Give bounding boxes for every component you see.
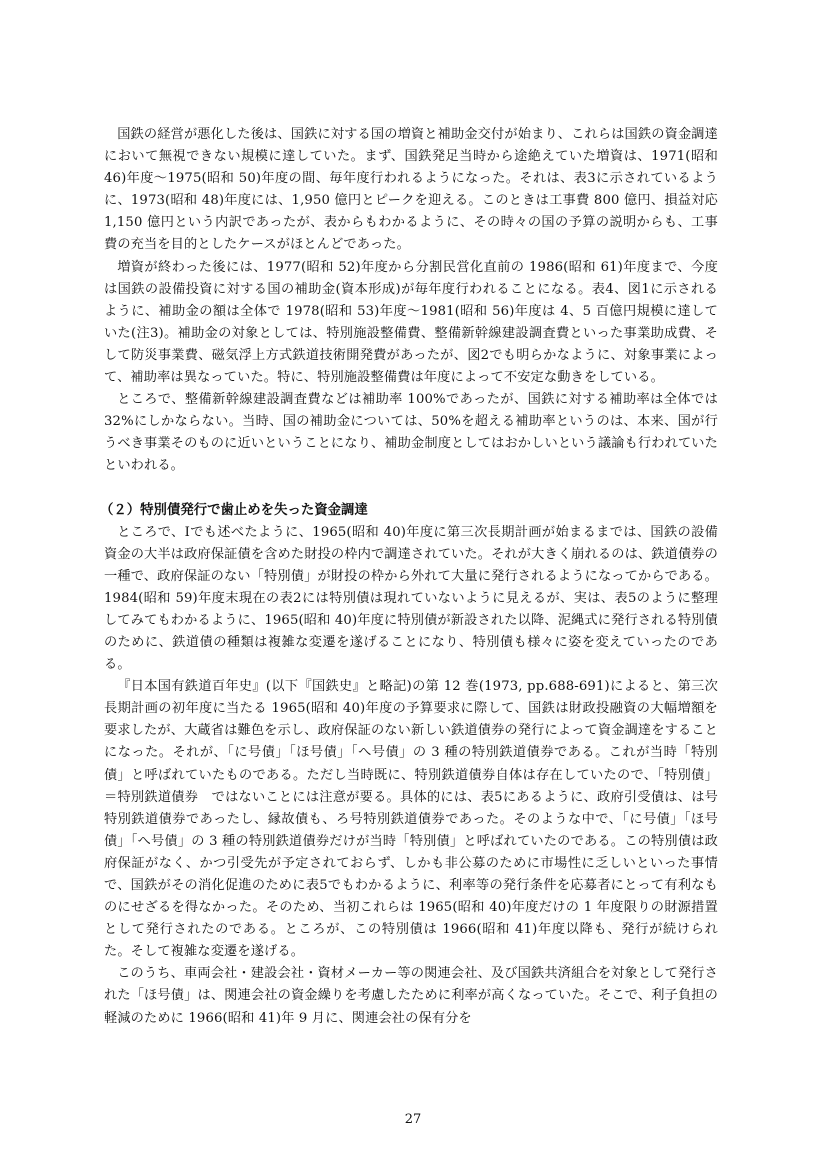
- paragraph: 『日本国有鉄道百年史』(以下『国鉄史』と略記)の第 12 巻(1973, pp.688-691)によると、第三次長期計画の初年度に当たる 1965(昭和 40)年度の予算要求に際して、国鉄は財政投融資の大幅増額を要求したが、大蔵省は難色を示し、政府保証のない新しい鉄道債券の発行によって資金調達をすることになった。それが、「に号債」「ほ号債」「へ号債」の 3 種の特別鉄道債券である。これが当時「特別債」と呼ばれていたものである。ただし当時既に、特別鉄道債券自体は存在していたので、「特別債」＝特別鉄道債券 ではないことには注意が要る。具体的には、表5にあるように、政府引受債は、は号特別鉄道債券であったし、縁故債も、ろ号特別鉄道債券であった。そのような中で、「に号債」「ほ号債」「へ号債」の 3 種の特別鉄道債券だけが当時「特別債」と呼ばれていたのである。この特別債は政府保証がなく、かつ引受先が予定されておらず、しかも非公募のために市場性に乏しいといった事情で、国鉄がその消化促進のために表5でもわかるように、利率等の発行条件を応募者にとって有利なものにせざるを得なかった。そのため、当初これらは 1965(昭和 40)年度だけの 1 年度限りの財源措置として発行されたのである。ところが、この特別債は 1966(昭和 41)年度以降も、発行が続けられた。そして複雑な変遷を遂げる。: [104, 679, 718, 960]
- paragraph: ところで、Ⅰでも述べたように、1965(昭和 40)年度に第三次長期計画が始まるまでは、国鉄の設備資金の大半は政府保証債を含めた財投の枠内で調達されていた。それが大きく崩れるのは、鉄道債券の一種で、政府保証のない「特別債」が財投の枠から外れて大量に発行されるようになってからである。1984(昭和 59)年度末現在の表2には特別債は現れていないように見えるが、実は、表5のように整理してみてもわかるように、1965(昭和 40)年度に特別債が新設された以降、泥縄式に発行される特別債のために、鉄道債の種類は複雑な変遷を遂げることになり、特別債も様々に姿を変えていったのである。: [104, 524, 718, 673]
- page-number: 27: [404, 1112, 422, 1127]
- section-2: [104, 522, 718, 1030]
- section-heading: （２）特別債発行で歯止めを失った資金調達: [100, 502, 368, 518]
- section-1: [104, 124, 718, 478]
- paragraph: 増資が終わった後には、1977(昭和 52)年度から分割民営化直前の 1986(昭和 61)年度まで、今度は国鉄の設備投資に対する国の補助金(資本形成)が毎年度行われることになる。表4、図1に示されるように、補助金の額は全体で 1978(昭和 53)年度〜1981(昭和 56)年度は 4、5 百億円規模に達していた(注3)。補助金の対象としては、特別施設整備費、整備新幹線建設調査費といった事業助成費、そして防災事業費、磁気浮上方式鉄道技術開発費があったが、図2でも明らかなように、対象事業によって、補助率は異なっていた。特に、特別施設整備費は年度によって不安定な動きをしている。: [104, 259, 718, 386]
- paragraph: ところで、整備新幹線建設調査費などは補助率 100%であったが、国鉄に対する補助率は全体では 32%にしかならない。当時、国の補助金については、50%を超える補助率というのは、本来、国が行うべき事業そのものに近いということになり、補助金制度としてはおかしいという議論も行われていたといわれる。: [104, 392, 718, 474]
- paragraph: 国鉄の経営が悪化した後は、国鉄に対する国の増資と補助金交付が始まり、これらは国鉄の資金調達において無視できない規模に達していた。まず、国鉄発足当時から途絶えていた増資は、1971(昭和 46)年度〜1975(昭和 50)年度の間、毎年度行われるようになった。それは、表3に示されているように、1973(昭和 48)年度には、1,950 億円とピークを迎える。このときは工事費 800 億円、損益対応 1,150 億円という内訳であったが、表からもわかるように、その時々の国の予算の説明からも、工事費の充当を目的としたケースがほとんどであった。: [104, 127, 718, 253]
- paragraph: このうち、車両会社・建設会社・資材メーカー等の関連会社、及び国鉄共済組合を対象として発行された「ほ号債」は、関連会社の資金繰りを考慮したために利率が高くなっていた。そこで、利子負担の軽減のために 1966(昭和 41)年 9 月に、関連会社の保有分を: [104, 966, 718, 1026]
- page-body: [100, 124, 718, 1030]
